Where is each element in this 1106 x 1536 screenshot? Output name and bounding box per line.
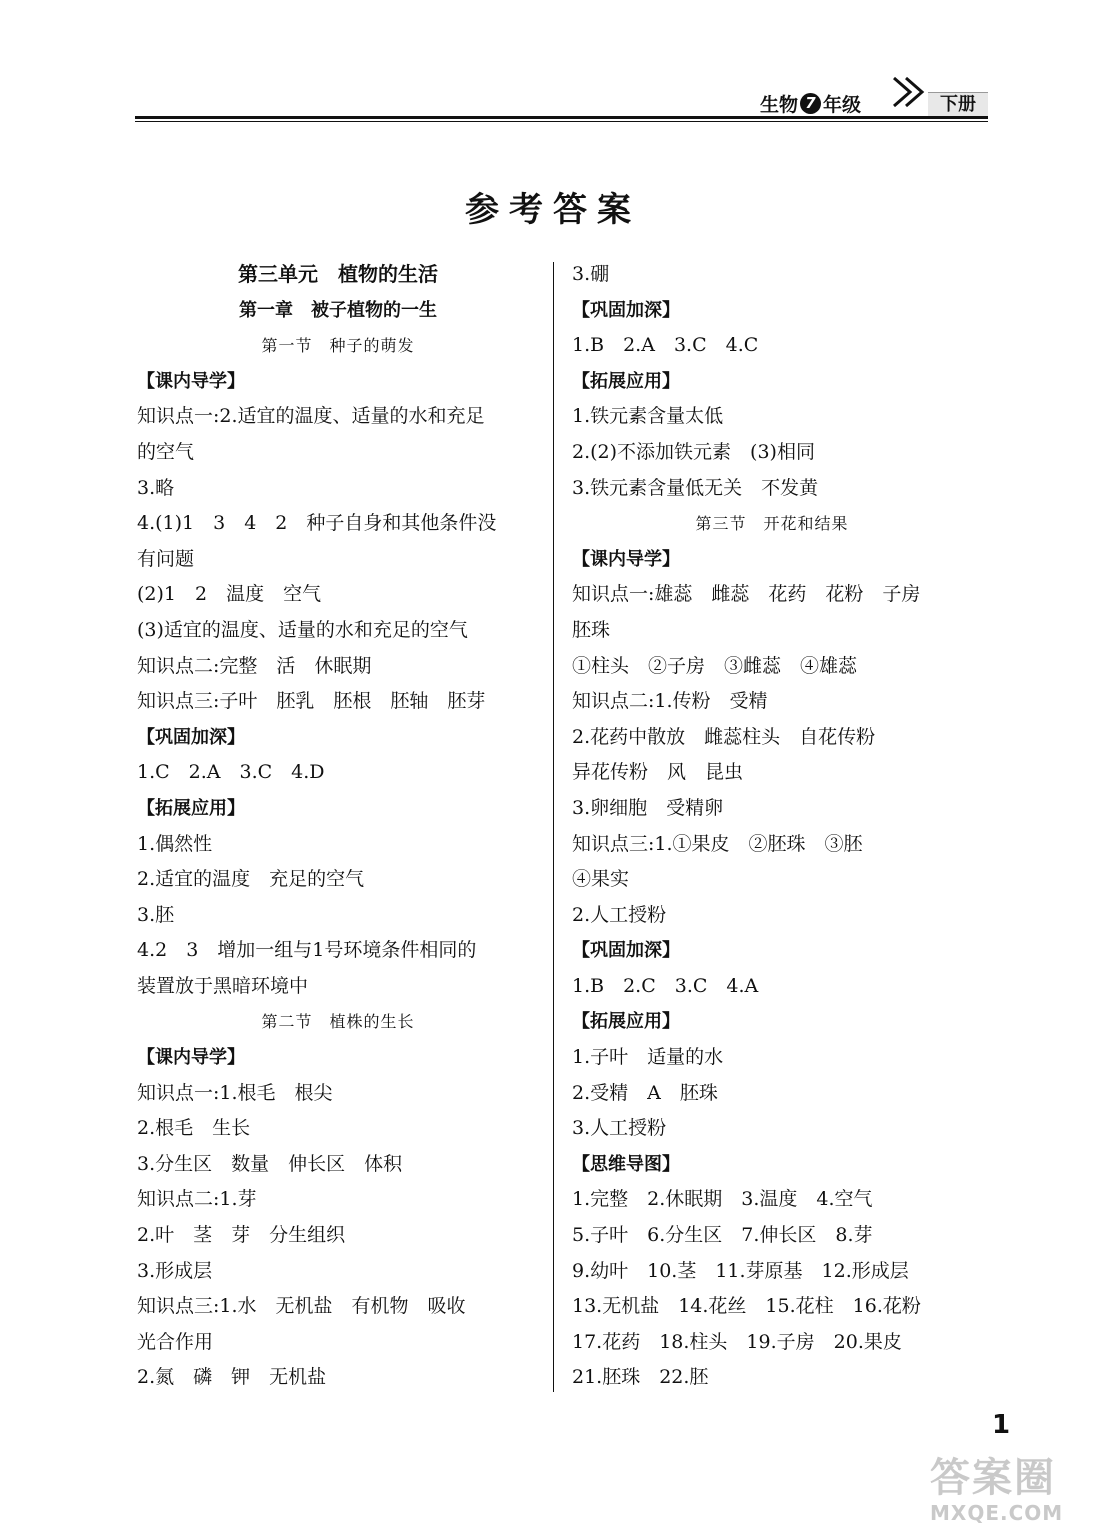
answer-line: 3.硼	[572, 263, 610, 285]
answer-line: 知识点一:1.根毛 根尖	[137, 1081, 333, 1104]
tag-heading: 【巩固加深】	[137, 726, 245, 748]
tag-heading: 【巩固加深】	[572, 299, 680, 321]
answer-line: 21.胚珠 22.胚	[572, 1366, 709, 1389]
answer-line: 1.铁元素含量太低	[572, 405, 724, 428]
volume-label: 下册	[928, 92, 988, 117]
tag-heading: 【课内导学】	[137, 370, 245, 392]
unit-heading: 第三单元 植物的生活	[238, 262, 438, 286]
answer-line: ④果实	[572, 868, 630, 891]
answer-line: 胚珠	[572, 618, 611, 641]
answer-line: 5.子叶 6.分生区 7.伸长区 8.芽	[572, 1224, 873, 1247]
answer-line: 3.铁元素含量低无关 不发黄	[572, 476, 819, 499]
answer-line: 9.幼叶 10.茎 11.芽原基 12.形成层	[572, 1259, 909, 1282]
answer-line: 1.完整 2.休眠期 3.温度 4.空气	[572, 1188, 873, 1211]
tag-heading: 【拓展应用】	[137, 797, 245, 819]
answer-line: 异花传粉 风 昆虫	[572, 761, 744, 784]
answer-line: 知识点二:1.传粉 受精	[572, 690, 768, 713]
answer-line: 知识点二:1.芽	[137, 1188, 257, 1211]
answer-line: 知识点三:子叶 胚乳 胚根 胚轴 胚芽	[137, 690, 486, 713]
answer-line: 3.略	[137, 476, 175, 499]
answer-line: 4.(1)1 3 4 2 种子自身和其他条件没	[137, 512, 497, 535]
answer-line: ①柱头 ②子房 ③雌蕊 ④雄蕊	[572, 654, 858, 677]
answer-line: 2.人工授粉	[572, 903, 667, 926]
header-subject	[760, 90, 861, 117]
answer-line: (2)1 2 温度 空气	[137, 583, 322, 606]
answer-line: 知识点一:2.适宜的温度、适量的水和充足	[137, 405, 485, 428]
section-heading: 第二节 植株的生长	[261, 1012, 415, 1032]
tag-heading: 【拓展应用】	[572, 370, 680, 392]
answer-line: 装置放于黑暗环境中	[137, 974, 309, 997]
answer-line: 1.B 2.A 3.C 4.C	[572, 334, 759, 357]
answer-line: (3)适宜的温度、适量的水和充足的空气	[137, 618, 468, 641]
answer-line: 1.偶然性	[137, 832, 213, 855]
watermark	[930, 1455, 1090, 1531]
answer-line: 的空气	[137, 440, 195, 463]
page-number: 1	[992, 1410, 1011, 1440]
answer-line: 3.分生区 数量 伸长区 体积	[137, 1152, 403, 1175]
section-heading: 第三节 开花和结果	[695, 514, 849, 534]
answer-line: 知识点三:1.①果皮 ②胚珠 ③胚	[572, 832, 863, 855]
section-heading: 第一节 种子的萌发	[261, 336, 415, 356]
tag-heading: 【课内导学】	[572, 548, 680, 570]
answer-line: 17.花药 18.柱头 19.子房 20.果皮	[572, 1330, 902, 1353]
answer-line: 1.B 2.C 3.C 4.A	[572, 974, 759, 997]
right-column	[572, 257, 972, 1396]
header-rule-thin	[135, 121, 988, 122]
answer-line: 1.子叶 适量的水	[572, 1046, 724, 1069]
answer-line: 有问题	[137, 547, 195, 570]
subject-label: 生物	[760, 94, 799, 116]
tag-heading: 【思维导图】	[572, 1153, 680, 1175]
tag-heading: 【课内导学】	[137, 1047, 245, 1069]
answer-line: 3.人工授粉	[572, 1117, 667, 1140]
left-column	[137, 257, 539, 1396]
tag-heading: 【巩固加深】	[572, 940, 680, 962]
answer-line: 2.(2)不添加铁元素 (3)相同	[572, 440, 815, 463]
answer-line: 4.2 3 增加一组与1号环境条件相同的	[137, 939, 477, 962]
page-title: 参考答案	[465, 190, 641, 230]
chapter-heading: 第一章 被子植物的一生	[239, 299, 437, 321]
answer-line: 光合作用	[137, 1330, 214, 1353]
answer-line: 3.胚	[137, 903, 175, 926]
answer-line: 1.C 2.A 3.C 4.D	[137, 761, 325, 784]
answer-line: 知识点一:雄蕊 雌蕊 花药 花粉 子房	[572, 583, 921, 606]
header-rule	[135, 116, 988, 119]
answer-line: 13.无机盐 14.花丝 15.花柱 16.花粉	[572, 1295, 921, 1318]
answer-line: 2.适宜的温度 充足的空气	[137, 868, 365, 891]
answer-line: 3.卵细胞 受精卵	[572, 796, 724, 819]
answer-line: 2.氮 磷 钾 无机盐	[137, 1366, 327, 1389]
column-divider	[553, 262, 554, 1392]
answer-line: 3.形成层	[137, 1259, 213, 1282]
answer-line: 知识点二:完整 活 休眠期	[137, 654, 372, 677]
grade-number-badge: 7	[800, 93, 821, 114]
answer-line: 知识点三:1.水 无机盐 有机物 吸收	[137, 1295, 466, 1318]
answer-line: 2.花药中散放 雌蕊柱头 自花传粉	[572, 725, 876, 748]
watermark-url: MXQE.COM	[930, 1501, 1064, 1525]
answer-line: 2.根毛 生长	[137, 1117, 251, 1140]
tag-heading: 【拓展应用】	[572, 1011, 680, 1033]
watermark-text: 答案圈	[930, 1455, 1056, 1501]
answer-line: 2.受精 A 胚珠	[572, 1081, 718, 1104]
answer-line: 2.叶 茎 芽 分生组织	[137, 1224, 346, 1247]
grade-suffix: 年级	[823, 94, 862, 116]
